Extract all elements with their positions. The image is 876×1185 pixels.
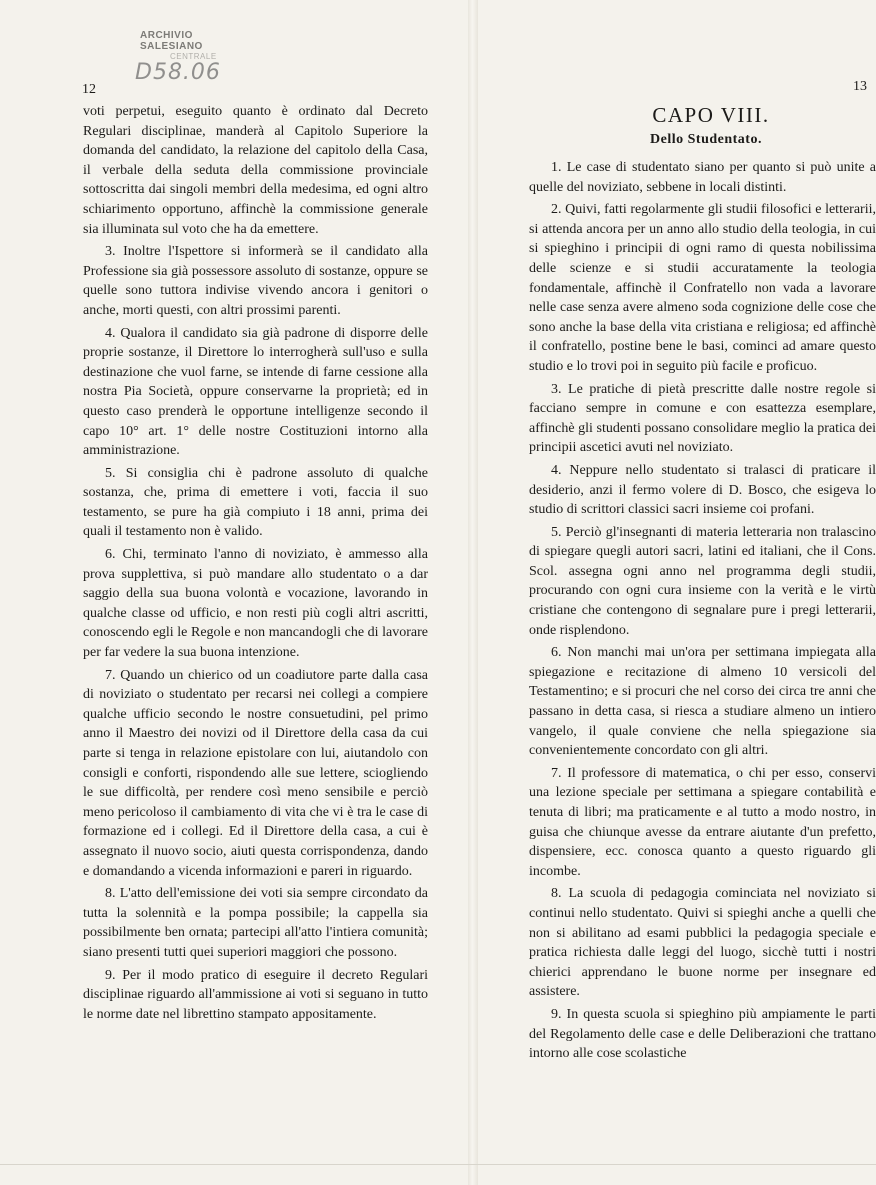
- paragraph-9: 9. Per il modo pratico di eseguire il decreto Regulari disciplinae riguardo all'ammissione ai voti si seguano in tutto le norme date nel librettino stampato appositamente.: [83, 967, 428, 1022]
- paragraph-9: 9. In questa scuola si spieghino più ampiamente le parti del Regolamento delle case e delle Deliberazioni che trattano intorno alle cose scolastiche: [529, 1006, 876, 1062]
- paragraph-2: 2. Quivi, fatti regolarmente gli studii filosofici e letterarii, si attenda ancora per un anno allo studio della teologia, in cui si spieghino i principii di ogni ramo di questa nobilissima delle scienze e si studii accuratamente la teologia fondamentale, affinchè il Confratello non vada a lavorare nelle case senza avere almeno soda cognizione delle cose che sono anche la base della vita cristiana e religiosa; ed affinchè il confratello, postine bene le basi, cominci ad amare questo studio e lo trovi poi in seguito più facile e proficuo.: [529, 202, 876, 374]
- paragraph-8: 8. L'atto dell'emissione dei voti sia sempre circondato da tutta la solennità e la pompa possibile; la cappella sia possibilmente ben ornata; partecipi all'atto l'intiera comunità; siano presenti tutti quei superiori maggiori che possono.: [83, 886, 428, 960]
- paragraph-6: 6. Non manchi mai un'ora per settimana impiegata alla spiegazione e recitazione di almeno 10 versicoli del Testamentino; e si procuri che nel corso dei circa tre anni che passano in detta casa, si riesca a studiare almeno un intiero vangelo, il quale conviene che nella spiegazione sia convenientemente concordato con gli altri.: [529, 645, 876, 759]
- archive-stamp: [140, 30, 250, 61]
- left-page-body: [83, 102, 428, 1024]
- paragraph-6: 6. Chi, terminato l'anno di noviziato, è ammesso alla prova supplettiva, si può mandare allo studentato o a dar saggio della sua buona volontà e vocazione, lavorando in qualche classe od ufficio, e non resti più cogli altri ascritti, conoscendo egli le Regole e non mancandogli che di lavorare per far vedere la sua buona intenzione.: [83, 547, 428, 661]
- handwritten-archive-code: D58.06: [135, 60, 221, 85]
- paragraph-7: 7. Quando un chierico od un coadiutore parte dalla casa di noviziato o studentato per recarsi nei collegi a compiere qualche ufficio secondo le nostre consuetudini, pel primo anno il Maestro dei novizi od il Direttore della casa da cui parte si tenga in relazione epistolare con lui, aiutandolo con consigli e conforti, rispondendo alle sue lettere, sciogliendo le sue difficoltà, per rendere così meno sensibile e perciò meno pericoloso il cambiamento di vita che vi è tra le case di formazione ed i collegi. Ed il Direttore della casa, a cui è assegnato il nuovo socio, aiuti questa corrispondenza, dando e domandando a vicenda informazioni e pareri in riguardo.: [83, 667, 428, 879]
- paragraph-5: 5. Si consiglia chi è padrone assoluto di qualche sostanza, che, prima di emettere i voti, faccia il suo testamento, se pure ha già compiuto i 18 anni, prima dei quali il testamento non è valido.: [83, 465, 428, 540]
- paragraph-1: 1. Le case di studentato siano per quanto si può unite a quelle del noviziato, sebbene in locali distinti.: [529, 160, 876, 195]
- paragraph-3: 3. Le pratiche di pietà prescritte dalle nostre regole si facciano sempre in comune e con esattezza esemplare, affinchè gli studenti possano consolidare meglio la pratica dei principii ascetici avuti nel noviziato.: [529, 381, 876, 456]
- right-page: [476, 0, 876, 1185]
- paragraph-4: 4. Neppure nello studentato si tralasci di praticare il desiderio, anzi il fermo volere di D. Bosco, che esigeva lo studio di scrittori classici sacri insieme coi profani.: [529, 462, 876, 518]
- stamp-line-1: ARCHIVIO SALESIANO: [140, 30, 203, 52]
- stamp-line-2: CENTRALE: [170, 52, 217, 61]
- paragraph-7: 7. Il professore di matematica, o chi per esso, conservi una lezione speciale per settimana a spiegare contabilità e tenuta di libri; ma praticamente e al tutto a modo nostro, in guisa che chiunque avesse da entrare aiutante d'un prefetto, dispensiere, ecc. conosca quanto a questo riguardo gli incombe.: [529, 765, 876, 879]
- paragraph-5: 5. Perciò gl'insegnanti di materia letteraria non tralascino di spiegare quegli autori sacri, latini ed italiani, che il Cons. Scol. assegna ogni anno nel programma degli studii, procurando con ogni cura insieme con la verità e le virtù cristiane che contengono di segnalare pure i pregi letterarii, onde risplendono.: [529, 524, 876, 638]
- chapter-title: CAPO VIII.: [652, 103, 770, 127]
- paragraph-3: 3. Inoltre l'Ispettore si informerà se il candidato alla Professione sia già possessore assoluto di sostanze, oppure se quelle sono tuttora indivise vivendo ancora i genitori o anche, morti questi, con altri prossimi parenti.: [83, 244, 428, 318]
- chapter-subtitle: Dello Studentato.: [650, 132, 762, 147]
- paragraph-4: 4. Qualora il candidato sia già padrone di disporre delle proprie sostanze, il Direttore lo interrogherà sull'uso e sulla destinazione che vuol farne, se intende di farne cessione alla nostra Pia Società, oppure conservarne la proprietà; ed in questo caso prenderà le opportune intelligenze secondo il capo 10° art. 1° delle nostre Costituzioni intorno alla amministrazione.: [83, 325, 428, 459]
- right-page-body: [529, 158, 876, 1064]
- paragraph-continuation: voti perpetui, eseguito quanto è ordinato dal Decreto Regulari disciplinae, manderà al Capitolo Superiore la domanda del candidato, la relazione del capitolo della Casa, il verbale della seduta della commissione provinciale sottoscritta dai singoli membri della medesima, ed ogni altro schiarimento opportuno, affinchè la commissione generale sia illuminata sul voto che ha da emettere.: [83, 104, 428, 237]
- paragraph-8: 8. La scuola di pedagogia cominciata nel noviziato si continui nello studentato. Quivi si spieghi anche a quelli che non si abilitano ad esami pubblici la pedagogia speciale e pratica richiesta dalle leggi del luogo, sicchè tutti i nostri chierici apprendano le buone norme per insegnare ed assistere.: [529, 886, 876, 1000]
- page-number-left: 12: [82, 82, 96, 97]
- scan-edge-line: [0, 1164, 876, 1165]
- page-number-right: 13: [853, 79, 867, 94]
